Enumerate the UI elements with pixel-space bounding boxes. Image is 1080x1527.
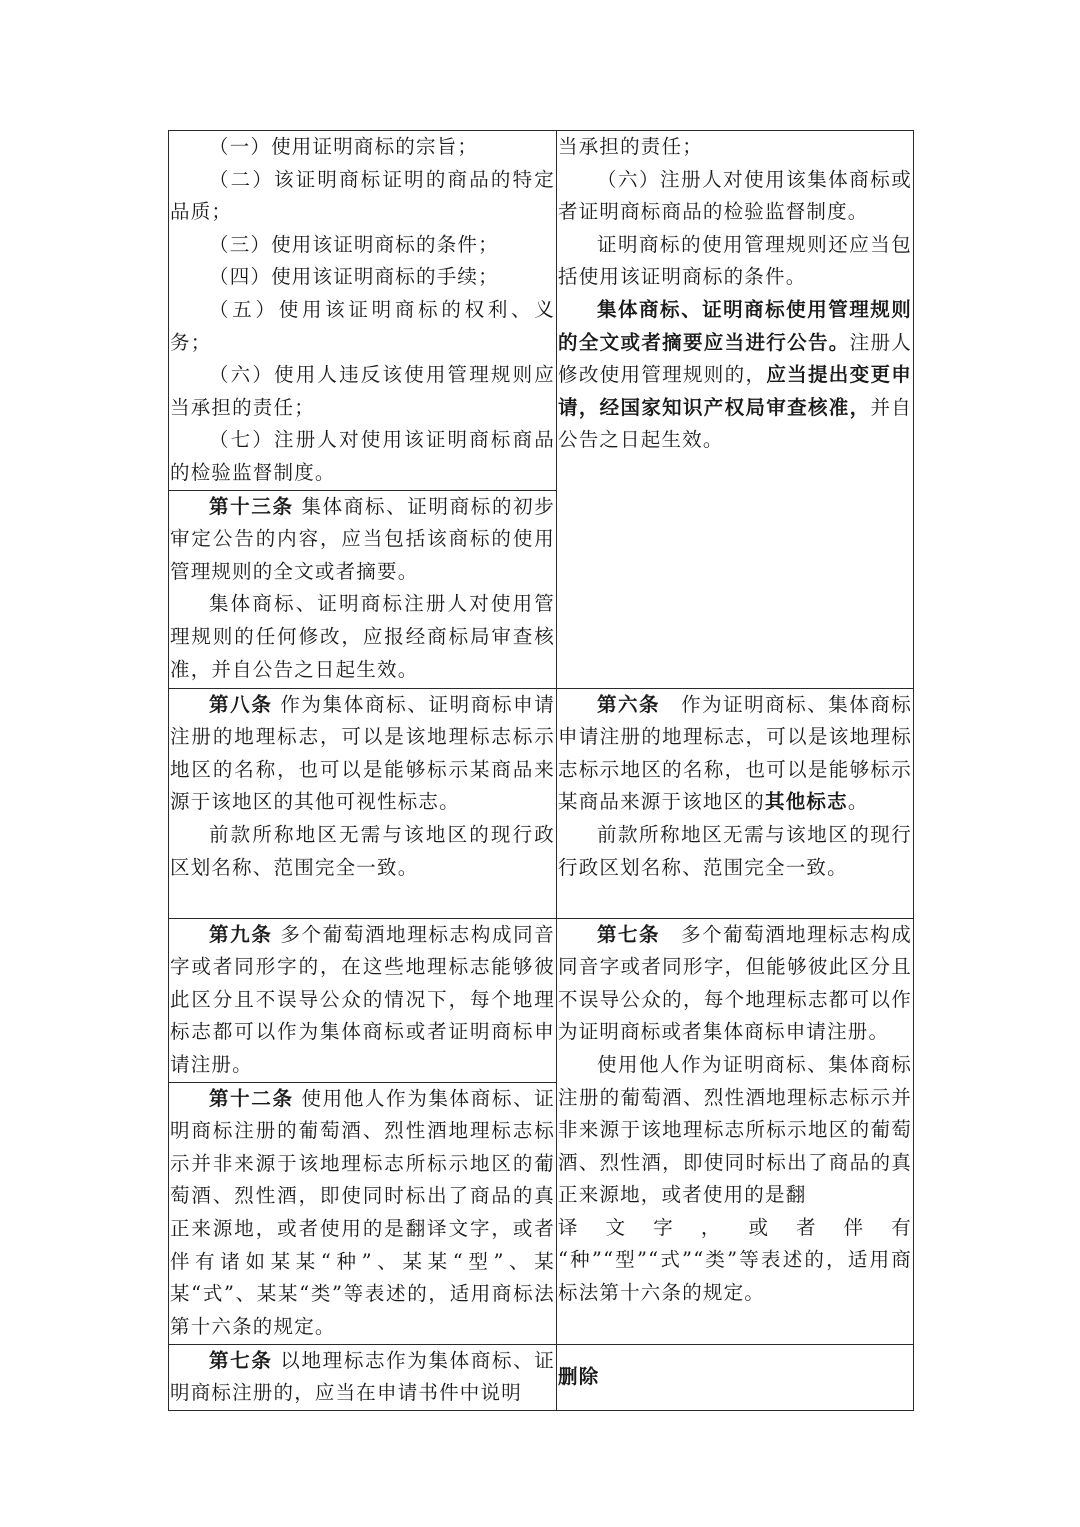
clause-paragraph: [170, 424, 555, 489]
clause-text-bold: 第六条: [597, 692, 661, 716]
table-row: [169, 918, 914, 1082]
revised-clause-cell: [557, 918, 914, 1344]
clause-text-bold: 第十二条: [209, 1086, 294, 1110]
clause-text: （三）使用该证明商标的条件；: [209, 232, 499, 256]
original-clause-cell: [169, 688, 557, 918]
clause-text: 使用他人作为集体商标、证明商标注册的葡萄酒、烈性酒地理标志标示并非来源于该地理标志所标示地区的葡萄酒、烈性酒，即使同时标出了商品的真正来源地，或者使用的是翻译文字，或者伴有诸如某某“种”、某某“型”、某某“式”、某某“类”等表述的，适用商标法第十六条的规定。: [170, 1086, 555, 1338]
clause-text: 多个葡萄酒地理标志构成同音字或者同形字的，在这些地理标志能够彼此区分且不误导公众的情况下，每个地理标志都可以作为集体商标或者证明商标申请注册。: [170, 922, 556, 1076]
clause-text: 并自公告之日起生效。: [558, 395, 912, 452]
clause-paragraph: [558, 131, 912, 164]
clause-paragraph: [170, 491, 555, 589]
clause-paragraph: [170, 1345, 555, 1410]
clause-text: 使用他人作为证明商标、集体商标注册的葡萄酒、烈性酒地理标志标示并非来源于该地理标志所标示地区的葡萄酒、烈性酒，即使同时标出了商品的真正来源地，或者使用的是翻: [558, 1052, 912, 1207]
clause-text: 多个葡萄酒地理标志构成同音字或者同形字，但能够彼此区分且不误导公众的，每个地理标志都可以作为证明商标或者集体商标申请注册。: [558, 922, 912, 1044]
comparison-table: [168, 130, 914, 1411]
clause-paragraph: [170, 588, 555, 686]
clause-paragraph: [170, 164, 555, 229]
clause-paragraph: [558, 1049, 912, 1212]
table-row: [169, 1344, 914, 1410]
clause-text-bold: 第七条: [597, 922, 661, 946]
clause-text-bold: 第九条: [209, 922, 273, 946]
original-clause-cell: [169, 131, 557, 491]
clause-paragraph: [170, 689, 555, 819]
clause-paragraph: [558, 1212, 912, 1245]
clause-text: （七）注册人对使用该证明商标商品的检验监督制度。: [170, 428, 555, 484]
table-row: [169, 131, 914, 491]
clause-text-bold: 其他标志: [765, 790, 848, 814]
clause-paragraph: [558, 819, 912, 884]
clause-text: （五）使用该证明商标的权利、义务；: [170, 297, 555, 354]
clause-text: 作为集体商标、证明商标申请注册的地理标志，可以是该地理标志标示地区的名称，也可以是能够标示某商品来源于该地区的其他可视性标志。: [170, 692, 556, 814]
clause-paragraph: [170, 229, 555, 262]
clause-paragraph: [558, 294, 912, 457]
clause-text: 证明商标的使用管理规则还应当包括使用该证明商标的条件。: [558, 232, 912, 289]
clause-text-bold: 第八条: [209, 692, 273, 716]
revised-clause-cell: [557, 688, 914, 918]
clause-text: “种”“型”“式”“类”等表述的，适用商标法第十六条的规定。: [558, 1248, 912, 1305]
clause-text: （四）使用该证明商标的手续；: [209, 265, 499, 289]
clause-text: 译文字，或者伴有: [558, 1215, 912, 1239]
original-clause-cell: [169, 1344, 557, 1410]
clause-text-bold: 集体商标、证明商标使用管理规则的全文或者摘要应当进行公告。: [558, 297, 912, 354]
clause-paragraph: [558, 1361, 912, 1394]
clause-paragraph: [558, 919, 912, 1049]
clause-text-bold: 第十三条: [209, 494, 294, 518]
clause-paragraph: [170, 131, 555, 164]
clause-text: （六）使用人违反该使用管理规则应当承担的责任；: [170, 363, 555, 419]
clause-text-bold: 第七条: [209, 1348, 273, 1372]
clause-paragraph: [558, 689, 912, 819]
table-row: [169, 688, 914, 918]
clause-text: 集体商标、证明商标注册人对使用管理规则的任何修改，应报经商标局审查核准，并自公告之日起生效。: [170, 592, 555, 681]
clause-paragraph: [558, 1244, 912, 1309]
original-clause-cell: [169, 918, 557, 1082]
original-clause-cell: [169, 490, 557, 688]
clause-paragraph: [170, 294, 555, 359]
clause-paragraph: [170, 359, 555, 424]
revised-clause-cell: [557, 1344, 914, 1410]
clause-paragraph: [558, 164, 912, 229]
clause-text-bold: 应当提出变更申请，经国家知识产权局审查核准，: [558, 363, 912, 419]
clause-text: 当承担的责任；: [558, 135, 703, 158]
clause-text: 前款所称地区无需与该地区的现行行政区划名称、范围完全一致。: [558, 822, 912, 879]
clause-text: （六）注册人对使用该集体商标或者证明商标商品的检验监督制度。: [558, 167, 912, 224]
revised-clause-cell: [557, 131, 914, 689]
clause-text: 注册人修改使用管理规则的，: [558, 330, 912, 387]
clause-paragraph: [170, 261, 555, 294]
original-clause-cell: [169, 1082, 557, 1344]
clause-text: （二）该证明商标证明的商品的特定品质；: [170, 167, 555, 224]
clause-paragraph: [170, 919, 555, 1082]
clause-text: （一）使用证明商标的宗旨；: [209, 135, 479, 158]
clause-text: 。: [847, 790, 869, 814]
clause-paragraph: [170, 819, 555, 884]
clause-text: 集体商标、证明商标的初步审定公告的内容，应当包括该商标的使用管理规则的全文或者摘要。: [170, 494, 555, 583]
clause-text: 作为证明商标、集体商标申请注册的地理标志，可以是该地理标志标示地区的名称，也可以是能够标示某商品来源于该地区的: [558, 692, 912, 814]
clause-text-bold: 删除: [558, 1364, 600, 1388]
clause-text: 前款所称地区无需与该地区的现行政区划名称、范围完全一致。: [170, 822, 555, 879]
clause-paragraph: [558, 229, 912, 294]
clause-text: 以地理标志作为集体商标、证明商标注册的，应当在申请书件中说明: [170, 1348, 556, 1405]
clause-paragraph: [170, 1083, 555, 1344]
